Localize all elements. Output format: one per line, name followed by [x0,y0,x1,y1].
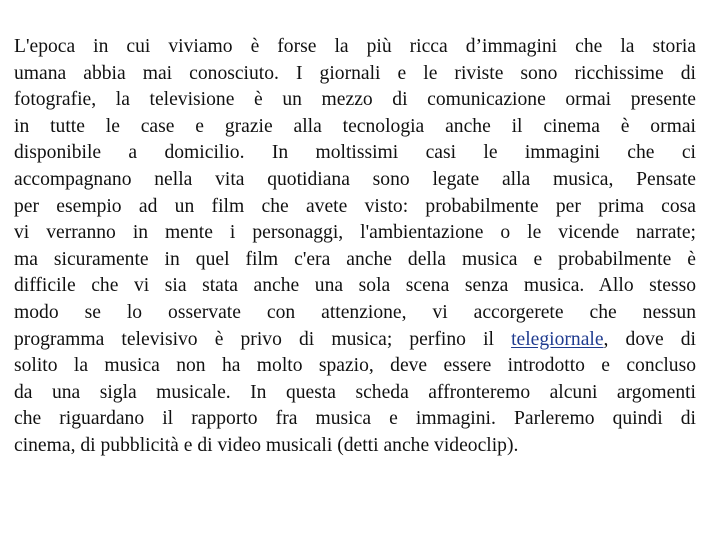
text-line: modo se lo osservate con attenzione, vi accorgerete che nessun [14,301,696,323]
text-line: fotografie, la televisione è un mezzo di comunicazione ormai presente [14,89,696,111]
text-line: in tutte le case e grazie alla tecnologia anche il cinema è ormai [14,115,696,137]
text-line: difficile che vi sia stata anche una sola scena senza musica. Allo stesso [14,275,696,297]
text-line: disponibile a domicilio. In moltissimi casi le immagini che ci [14,142,696,164]
text-line: per esempio ad un film che avete visto: probabilmente per prima cosa [14,195,696,217]
text-line: vi verranno in mente i personaggi, l'ambientazione o le vicende narrate; [14,222,696,244]
body-paragraph [14,34,696,460]
text-line: solito la musica non ha molto spazio, deve essere introdotto e concluso [14,355,696,377]
text-line: che riguardano il rapporto fra musica e immagini. Parleremo quindi di [14,408,696,430]
text-line: accompagnano nella vita quotidiana sono legate alla musica, Pensate [14,168,696,190]
telegiornale-link[interactable]: telegiornale [511,328,604,350]
text-line: L'epoca in cui viviamo è forse la più ricca d’immagini che la storia [14,36,696,57]
text-line: cinema, di pubblicità e di video musicali (detti anche videoclip). [14,434,519,456]
text-segment: programma televisivo è privo di musica; perfino il [14,328,512,350]
text-segment: , dove di [603,328,696,350]
text-line: umana abbia mai conosciuto. I giornali e le riviste sono ricchissime di [14,62,696,84]
text-line: ma sicuramente in quel film c'era anche della musica e probabilmente è [14,248,696,270]
text-line: da una sigla musicale. In questa scheda affronteremo alcuni argomenti [14,381,696,403]
text-line-with-link [14,327,696,354]
